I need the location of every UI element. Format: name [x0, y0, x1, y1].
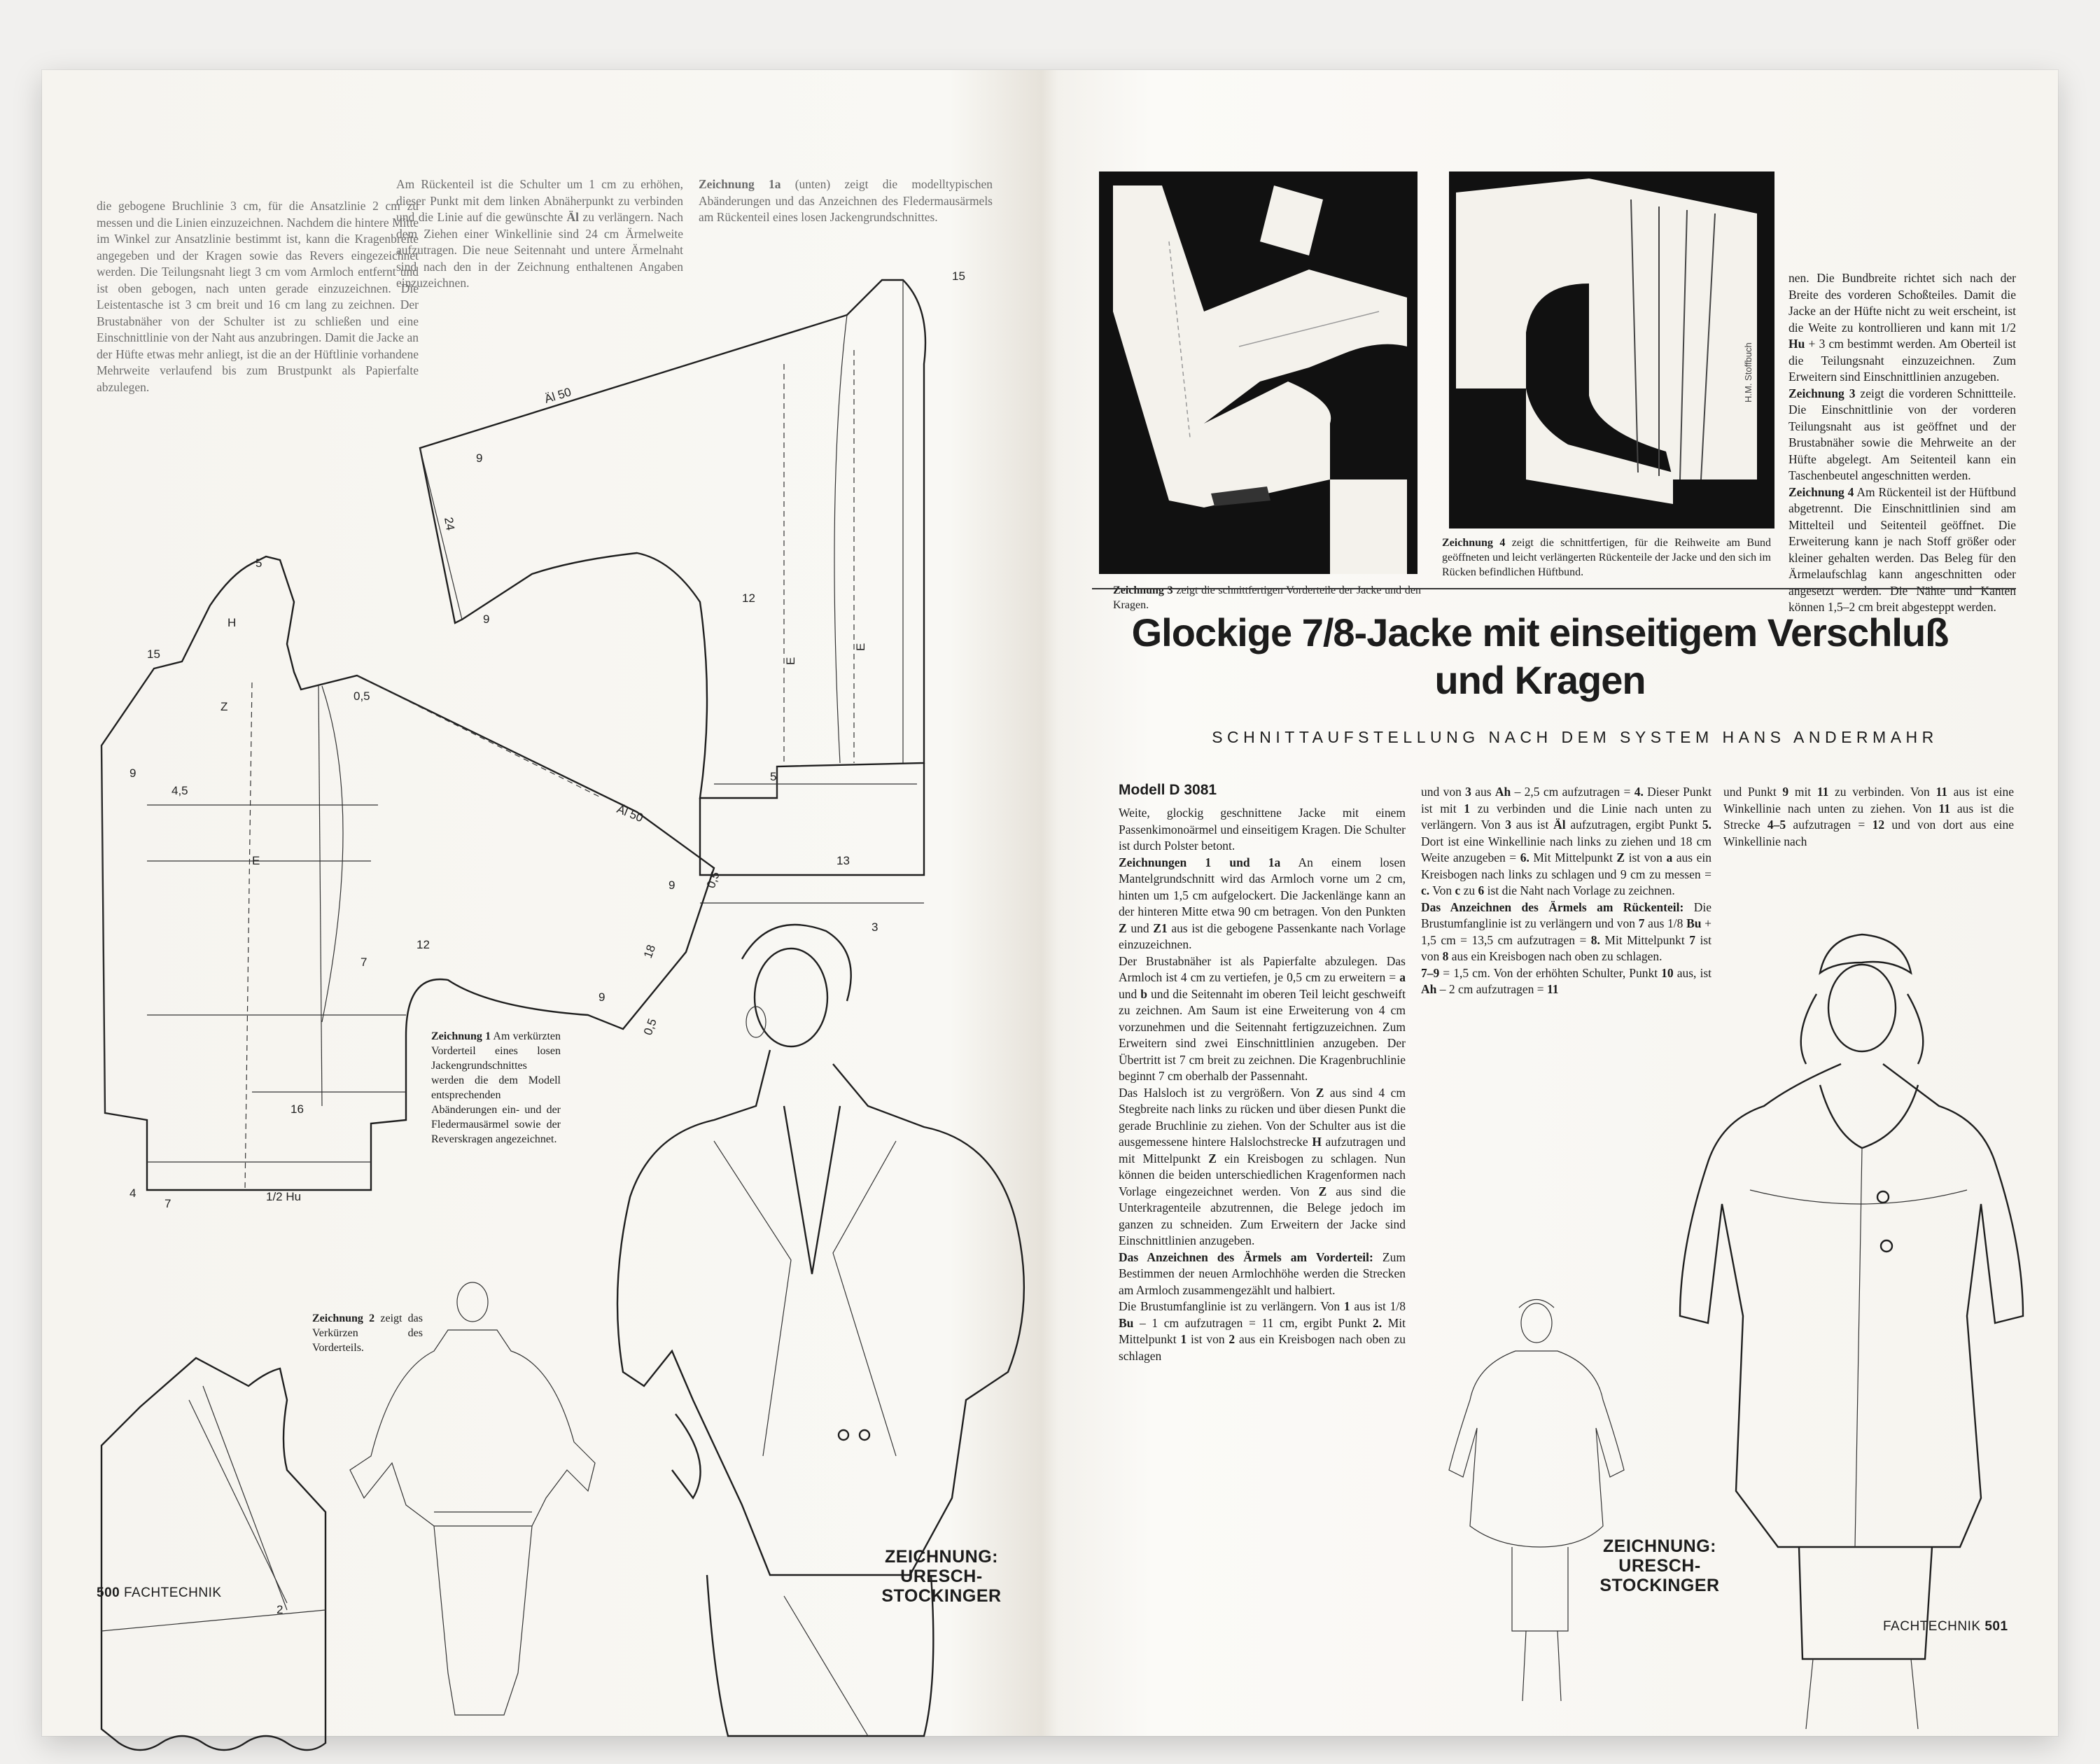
label-9a: 9 [476, 451, 483, 465]
paragraph: die gebogene Bruchlinie 3 cm, für die Ansatzlinie 2 cm zu messen und die Linien einzuzeichnen. Nachdem die hintere Mitte im Winkel zur Ansatzlinie bestimmt ist, kann die Kragenbreite angegeben und der Kragen sowie das Revers eingezeichnet werden. Die Teilungsnaht liegt 3 cm vom Armloch entfernt und ist oben gebogen, nach unten gerade einzuzeichnen. Die Leistentasche ist 3 cm breit und 16 cm lang zu zeichnen. Der Brustabnäher von der Schulter ist zu schließen und eine Einschnittlinie von der Naht aus anzubringen. Damit die Jacke an der Hüfte etwas mehr anliegt, ist die an der Hüftlinie vorhandene Mehrweite verlaufend bis zum Brustpunkt als Papierfalte abzulegen. [97, 199, 419, 394]
label-2: 2 [276, 1603, 284, 1616]
folio-label-right: FACHTECHNIK [1883, 1619, 1981, 1634]
photo-zeichnung-4 [1449, 172, 1774, 528]
label-4: 4 [130, 1186, 136, 1200]
paragraph: und Punkt 9 mit 11 zu verbinden. Von 11 aus ist eine Winkellinie nach unten zu ziehen. Von 11 aus ist die Strecke 4–5 aufzutragen = 12 und von dort aus eine Winkellinie nach [1723, 785, 2014, 848]
illustration-credit-left [861, 1547, 1022, 1606]
paragraph: und von 3 aus Ah – 2,5 cm aufzutragen = 4. Dieser Punkt ist mit 1 zu verbinden und die Linie nach unten zu verlängern. Von 3 aus ist Äl aufzutragen, ergibt Punkt 5. Dort ist eine Winkellinie nach links zu ziehen und 18 cm Weite anzugeben = 6. Mit Mittelpunkt Z ist von a aus ein Kreisbogen nach links zu schlagen und 9 cm zu messen = c. Von c zu 6 ist die Naht nach Vorlage zu zeichnen. [1421, 785, 1712, 897]
caption-zeichnung-3: Zeichnung 3 zeigt die schnittfertigen Vorderteile der Jacke und den Kragen. [1113, 584, 1421, 611]
label-E-b: E [784, 657, 797, 665]
page-number-501: 501 [1984, 1619, 2008, 1634]
label-9e: 9 [130, 766, 136, 780]
label-05c: 0,5 [354, 690, 370, 703]
fashion-illustration-jacket [42, 70, 1050, 1736]
label-E-a: E [854, 643, 867, 651]
photo-zeichnung-3 [1099, 172, 1418, 574]
label-9c: 9 [668, 878, 676, 892]
label-18: 18 [640, 943, 659, 960]
label-H: H [227, 616, 237, 629]
label-E-c: E [252, 854, 260, 867]
paragraph: Die Brustumfanglinie ist zu verlängern. Von 1 aus ist 1/8 Bu – 1 cm aufzutragen = 11 cm, ergibt Punkt 2. Mit Mittelpunkt 1 ist von 2 aus ein Kreisbogen nach oben zu schlagen [1119, 1299, 1406, 1363]
caption-zeichnung-2: Zeichnung 2 zeigt das Verkürzen des Vorderteils. [312, 1312, 423, 1354]
label-Z: Z [220, 700, 228, 713]
credit-line-1: ZEICHNUNG: [885, 1547, 998, 1567]
credit-line-3: STOCKINGER [881, 1586, 1002, 1606]
paragraph: Der Brustabnäher ist als Papierfalte abzulegen. Das Armloch ist 4 cm zu vertiefen, je 0,5 cm zu erweitern = a und b und die Seitennaht im oberen Teil leicht geschweift zu zeichnen. Am Saum ist eine Erweiterung von 4 cm vorzunehmen und die Seitennaht fertigzuzeichnen. Zum Erweitern sind zwei Einschnittlinien anzugeben. Der Übertritt ist 7 cm breit zu zeichnen. Die Kragenbruchlinie beginnt 7 cm oberhalb der Passennaht. [1119, 953, 1406, 1083]
label-7: 7 [164, 1197, 172, 1210]
left-page [42, 70, 1050, 1736]
paragraph: Das Anzeichnen des Ärmels am Vorderteil: Zum Bestimmen der neuen Armlochhöhe werden die Strecken am Armloch zusammengezählt und halbiert. [1119, 1250, 1406, 1297]
credit-line-3-right: STOCKINGER [1600, 1576, 1720, 1595]
article-headline: Glockige 7/8-Jacke mit einseitigem Verschluß und Kragen [1131, 610, 1949, 702]
caption-zeichnung-1: Zeichnung 1 Am verkürzten Vorderteil eines losen Jackengrundschnittes werden die dem Modell entsprechenden Abänderungen ein- und der Fledermausärmel sowie der Reverskragen angezeichnet. [431, 1030, 561, 1145]
label-3: 3 [872, 920, 878, 934]
folio-label-left: FACHTECHNIK [123, 1586, 222, 1600]
model-number: Modell D 3081 [1119, 782, 1217, 798]
label-5b: 5 [255, 556, 262, 570]
page-number-500: 500 [97, 1586, 120, 1600]
label-12a: 12 [742, 592, 755, 605]
photo-label-stoffbuch: H.M. Stoffbuch [1743, 342, 1754, 402]
label-13: 13 [836, 854, 850, 867]
section-divider-rule [1092, 588, 2016, 589]
right-page [1050, 70, 2058, 1736]
paragraph: nen. Die Bundbreite richtet sich nach der Breite des vorderen Schoßteiles. Damit die Jacke an der Hüfte nicht zu weit erscheint, ist die Weite zu kontrollieren und kann mit 1/2 Hu + 3 cm bestimmt werden. Am Oberteil ist die Teilungsnaht einzuzeichnen. Zum Erweitern sind Einschnittlinien anzugeben. [1788, 271, 2016, 384]
caption-zeichnung-4: Zeichnung 4 zeigt die schnittfertigen, für die Reihweite am Bund geöffneten und leicht verlängerten Rückenteile der Jacke und den sich im Rücken befindlichen Hüftbund. [1442, 537, 1772, 578]
credit-line-2-right: URESCH- [1618, 1556, 1701, 1576]
credit-line-1-right: ZEICHNUNG: [1603, 1536, 1716, 1556]
label-5: 5 [770, 770, 777, 783]
article-subhead: SCHNITTAUFSTELLUNG NACH DEM SYSTEM HANS ANDERMAHR [1212, 728, 1938, 746]
label-7b: 7 [360, 955, 368, 969]
label-45: 4,5 [172, 784, 188, 797]
label-05b: 0,5 [640, 1016, 659, 1037]
label-24: 24 [442, 516, 458, 532]
paragraph: Am Rückenteil ist die Schulter um 1 cm zu erhöhen, dieser Punkt mit dem linken Abnäherpunkt zu verbinden und die Linie auf die gewünschte Äl zu verlängern. Nach dem Ziehen einer Winkellinie sind 24 cm Ärmelweite aufzutragen. Die neue Seitennaht und untere Ärmelnaht sind nach den in der Zeichnung enthaltenen Angaben einzuzeichnen. [396, 177, 683, 290]
paragraph: Zeichnung 1a (unten) zeigt die modelltypischen Abänderungen und das Anzeichnen des Fledermausärmels am Rückenteil eines losen Jackengrundschnittes. [699, 177, 993, 224]
paragraph: Zeichnung 3 zeigt die vorderen Schnittteile. Die Einschnittlinie von der vorderen Teilungsnaht aus ist geöffnet und der Brustabnäher sowie die Mehrweite an der Hüfte abgelegt. Am Seitenteil kann ein Taschenbeutel angeschnitten werden. [1788, 386, 2016, 482]
paragraph: Weite, glockig geschnittene Jacke mit einem Passenkimonoärmel und einseitigem Kragen. Die Schulter ist durch Polster betont. [1119, 806, 1406, 853]
paragraph: Zeichnung 4 Am Rückenteil ist der Hüftbund abgetrennt. Die Einschnittlinien sind am Mittelteil und Seitenteil geöffnet. Die Erweiterung kann je nach Stoff größer oder kleiner gehalten werden. Das Beleg für den Ärmelaufschlag kann angeschnitten oder angesetzt werden. Die Nähte und Kanten können 1,5–2 cm breit abgesteppt werden. [1788, 484, 2016, 614]
label-9b: 9 [483, 612, 490, 626]
paragraph: Zeichnungen 1 und 1a An einem losen Mantelgrundschnitt wird das Armloch vorne um 2 cm, hinten um 1,5 cm aufgelockert. Die Jackenlänge kann an der hinteren Mitte etwa 90 cm betragen. Von den Punkten Z und Z1 aus ist die gebogene Passenkante nach Vorlage einzuzeichnen. [1119, 855, 1406, 951]
label-15: 15 [952, 270, 965, 283]
paragraph: 7–9 = 1,5 cm. Von der erhöhten Schulter, Punkt 10 aus, ist Ah – 2 cm aufzutragen = 11 [1421, 965, 1712, 996]
paragraph: Das Anzeichnen des Ärmels am Rückenteil: Die Brustumfanglinie ist zu verlängern und von 7 aus 1/8 Bu + 1,5 cm = 13,5 cm aufzutragen = 8. Mit Mittelpunkt 7 ist von 8 aus ein Kreisbogen nach oben zu schlagen. [1421, 899, 1712, 963]
label-12b: 12 [416, 938, 430, 951]
paragraph: Das Halsloch ist zu vergrößern. Von Z aus sind 4 cm Stegbreite nach links zu rücken und über diesen Punkt die gerade Bruchlinie zu ziehen. Von der Schulter aus ist die ausgemessene hintere Halslochstrecke H aufzutragen und mit Mittelpunkt Z ein Kreisbogen zu schlagen. Nun können die beiden unterschiedlichen Kragenformen nach Vorlage eingezeichnet werden. Von Z aus sind die Unterkragenteile abzutrennen, die Belege jedoch im ganzen zu schneiden. Zum Erweitern der Jacke sind Einschnittlinien anzugeben. [1119, 1085, 1406, 1247]
label-9d: 9 [598, 990, 606, 1004]
label-16: 16 [290, 1102, 304, 1116]
magazine-spread [42, 70, 2058, 1736]
label-15b: 15 [147, 648, 160, 661]
folio-left [97, 1586, 222, 1601]
label-al50-top: Äl 50 [542, 385, 573, 406]
label-al50-mid: Äl 50 [615, 802, 645, 825]
right-top-text-col [1788, 270, 2016, 616]
label-half-hu: 1/2 Hu [266, 1190, 302, 1203]
credit-line-2: URESCH- [900, 1567, 983, 1586]
label-05a: 0,5 [704, 869, 722, 890]
